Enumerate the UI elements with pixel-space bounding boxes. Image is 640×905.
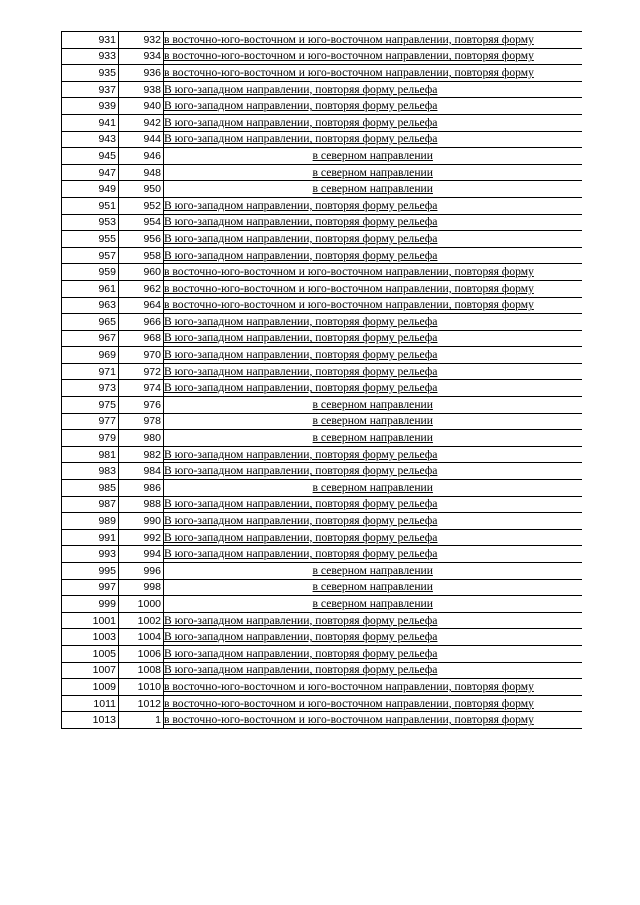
point-from-cell: 991 — [62, 529, 119, 546]
direction-description-cell: в северном направлении — [164, 148, 582, 165]
point-to-cell: 996 — [119, 563, 164, 580]
table-row — [62, 397, 582, 414]
point-to-cell: 962 — [119, 280, 164, 297]
direction-description-cell: В юго-западном направлении, повторяя форму рельефа — [164, 197, 582, 214]
point-to-cell: 1008 — [119, 662, 164, 679]
direction-description-cell: в северном направлении — [164, 579, 582, 596]
point-from-cell: 949 — [62, 181, 119, 198]
point-from-cell: 1011 — [62, 695, 119, 712]
point-from-cell: 941 — [62, 114, 119, 131]
direction-description-cell: В юго-западном направлении, повторяя форму рельефа — [164, 513, 582, 530]
table-row — [62, 48, 582, 65]
direction-description-cell: В юго-западном направлении, повторяя форму рельефа — [164, 546, 582, 563]
direction-description-cell: В юго-западном направлении, повторяя форму рельефа — [164, 231, 582, 248]
point-to-cell: 972 — [119, 363, 164, 380]
point-to-cell: 1010 — [119, 679, 164, 696]
table-row — [62, 164, 582, 181]
direction-description-cell: в северном направлении — [164, 413, 582, 430]
point-to-cell: 1 — [119, 712, 164, 729]
direction-description-cell: В юго-западном направлении, повторяя форму рельефа — [164, 363, 582, 380]
direction-description-cell: В юго-западном направлении, повторяя форму рельефа — [164, 496, 582, 513]
point-to-cell: 976 — [119, 397, 164, 414]
point-to-cell: 968 — [119, 330, 164, 347]
point-from-cell: 979 — [62, 430, 119, 447]
point-from-cell: 951 — [62, 197, 119, 214]
direction-description-cell: В юго-западном направлении, повторяя форму рельефа — [164, 629, 582, 646]
table-row — [62, 679, 582, 696]
direction-description-cell: В юго-западном направлении, повторяя форму рельефа — [164, 114, 582, 131]
point-to-cell: 952 — [119, 197, 164, 214]
point-from-cell: 985 — [62, 480, 119, 497]
point-to-cell: 994 — [119, 546, 164, 563]
point-to-cell: 938 — [119, 81, 164, 98]
point-to-cell: 998 — [119, 579, 164, 596]
point-to-cell: 986 — [119, 480, 164, 497]
direction-description-cell: В юго-западном направлении, повторяя форму рельефа — [164, 446, 582, 463]
point-from-cell: 1009 — [62, 679, 119, 696]
point-from-cell: 1007 — [62, 662, 119, 679]
point-to-cell: 936 — [119, 65, 164, 82]
table-row — [62, 297, 582, 314]
direction-description-cell: в восточно-юго-восточном и юго-восточном направлении, повторяя форму — [164, 297, 582, 314]
table-row — [62, 446, 582, 463]
point-to-cell: 1004 — [119, 629, 164, 646]
table-row — [62, 197, 582, 214]
point-to-cell: 934 — [119, 48, 164, 65]
point-from-cell: 947 — [62, 164, 119, 181]
table-row — [62, 81, 582, 98]
point-to-cell: 978 — [119, 413, 164, 430]
table-row — [62, 280, 582, 297]
direction-description-cell: в восточно-юго-восточном и юго-восточном направлении, повторяя форму — [164, 280, 582, 297]
direction-description-cell: В юго-западном направлении, повторяя форму рельефа — [164, 380, 582, 397]
point-from-cell: 965 — [62, 314, 119, 331]
direction-description-cell: В юго-западном направлении, повторяя форму рельефа — [164, 98, 582, 115]
point-to-cell: 954 — [119, 214, 164, 231]
point-from-cell: 935 — [62, 65, 119, 82]
point-from-cell: 943 — [62, 131, 119, 148]
table-row — [62, 264, 582, 281]
direction-description-cell: В юго-западном направлении, повторяя форму рельефа — [164, 330, 582, 347]
point-from-cell: 997 — [62, 579, 119, 596]
point-from-cell: 1013 — [62, 712, 119, 729]
table-row — [62, 463, 582, 480]
point-from-cell: 987 — [62, 496, 119, 513]
table-row — [62, 247, 582, 264]
direction-description-cell: в северном направлении — [164, 596, 582, 613]
direction-description-cell: в северном направлении — [164, 430, 582, 447]
table-row — [62, 480, 582, 497]
point-to-cell: 1012 — [119, 695, 164, 712]
table-row — [62, 529, 582, 546]
direction-description-cell: В юго-западном направлении, повторяя форму рельефа — [164, 529, 582, 546]
table-row — [62, 98, 582, 115]
point-to-cell: 940 — [119, 98, 164, 115]
boundary-description-table — [61, 31, 582, 729]
point-from-cell: 953 — [62, 214, 119, 231]
table-row — [62, 546, 582, 563]
point-to-cell: 950 — [119, 181, 164, 198]
table-row — [62, 131, 582, 148]
point-to-cell: 1006 — [119, 645, 164, 662]
table-row — [62, 645, 582, 662]
direction-description-cell: в северном направлении — [164, 563, 582, 580]
point-from-cell: 933 — [62, 48, 119, 65]
point-to-cell: 942 — [119, 114, 164, 131]
point-to-cell: 946 — [119, 148, 164, 165]
table-row — [62, 65, 582, 82]
point-from-cell: 963 — [62, 297, 119, 314]
point-to-cell: 974 — [119, 380, 164, 397]
point-to-cell: 980 — [119, 430, 164, 447]
point-to-cell: 988 — [119, 496, 164, 513]
point-from-cell: 1003 — [62, 629, 119, 646]
point-to-cell: 964 — [119, 297, 164, 314]
point-to-cell: 990 — [119, 513, 164, 530]
table-row — [62, 363, 582, 380]
point-from-cell: 973 — [62, 380, 119, 397]
point-to-cell: 1002 — [119, 612, 164, 629]
point-from-cell: 955 — [62, 231, 119, 248]
direction-description-cell: в северном направлении — [164, 164, 582, 181]
table-row — [62, 148, 582, 165]
point-to-cell: 956 — [119, 231, 164, 248]
point-from-cell: 995 — [62, 563, 119, 580]
direction-description-cell: в северном направлении — [164, 181, 582, 198]
table-row — [62, 712, 582, 729]
point-to-cell: 948 — [119, 164, 164, 181]
point-to-cell: 960 — [119, 264, 164, 281]
point-from-cell: 971 — [62, 363, 119, 380]
direction-description-cell: В юго-западном направлении, повторяя форму рельефа — [164, 131, 582, 148]
table-body — [62, 32, 582, 729]
table-row — [62, 563, 582, 580]
table-row — [62, 596, 582, 613]
point-to-cell: 970 — [119, 347, 164, 364]
point-to-cell: 1000 — [119, 596, 164, 613]
direction-description-cell: В юго-западном направлении, повторяя форму рельефа — [164, 314, 582, 331]
direction-description-cell: в восточно-юго-восточном и юго-восточном направлении, повторяя форму — [164, 65, 582, 82]
direction-description-cell: в северном направлении — [164, 480, 582, 497]
direction-description-cell: В юго-западном направлении, повторяя форму рельефа — [164, 214, 582, 231]
direction-description-cell: в восточно-юго-восточном и юго-восточном направлении, повторяя форму — [164, 48, 582, 65]
table-row — [62, 214, 582, 231]
direction-description-cell: В юго-западном направлении, повторяя форму рельефа — [164, 612, 582, 629]
point-to-cell: 958 — [119, 247, 164, 264]
point-to-cell: 992 — [119, 529, 164, 546]
direction-description-cell: В юго-западном направлении, повторяя форму рельефа — [164, 662, 582, 679]
table-row — [62, 513, 582, 530]
boundary-description-table-container — [61, 31, 582, 729]
direction-description-cell: В юго-западном направлении, повторяя форму рельефа — [164, 247, 582, 264]
direction-description-cell: В юго-западном направлении, повторяя форму рельефа — [164, 81, 582, 98]
table-row — [62, 231, 582, 248]
table-row — [62, 430, 582, 447]
point-from-cell: 939 — [62, 98, 119, 115]
direction-description-cell: в восточно-юго-восточном и юго-восточном направлении, повторяя форму — [164, 695, 582, 712]
point-from-cell: 957 — [62, 247, 119, 264]
direction-description-cell: в восточно-юго-восточном и юго-восточном направлении, повторяя форму — [164, 32, 582, 49]
point-from-cell: 1005 — [62, 645, 119, 662]
table-row — [62, 612, 582, 629]
table-row — [62, 314, 582, 331]
point-from-cell: 931 — [62, 32, 119, 49]
table-row — [62, 114, 582, 131]
point-from-cell: 989 — [62, 513, 119, 530]
table-row — [62, 413, 582, 430]
table-row — [62, 496, 582, 513]
point-to-cell: 982 — [119, 446, 164, 463]
point-to-cell: 984 — [119, 463, 164, 480]
direction-description-cell: в восточно-юго-восточном и юго-восточном направлении, повторяя форму — [164, 264, 582, 281]
direction-description-cell: в восточно-юго-восточном и юго-восточном направлении, повторяя форму — [164, 712, 582, 729]
table-row — [62, 181, 582, 198]
point-from-cell: 975 — [62, 397, 119, 414]
point-to-cell: 966 — [119, 314, 164, 331]
table-row — [62, 330, 582, 347]
point-from-cell: 1001 — [62, 612, 119, 629]
point-from-cell: 977 — [62, 413, 119, 430]
table-row — [62, 380, 582, 397]
point-from-cell: 981 — [62, 446, 119, 463]
point-to-cell: 944 — [119, 131, 164, 148]
direction-description-cell: в северном направлении — [164, 397, 582, 414]
point-from-cell: 999 — [62, 596, 119, 613]
table-row — [62, 579, 582, 596]
point-from-cell: 937 — [62, 81, 119, 98]
table-row — [62, 347, 582, 364]
direction-description-cell: В юго-западном направлении, повторяя форму рельефа — [164, 463, 582, 480]
direction-description-cell: В юго-западном направлении, повторяя форму рельефа — [164, 645, 582, 662]
direction-description-cell: В юго-западном направлении, повторяя форму рельефа — [164, 347, 582, 364]
point-to-cell: 932 — [119, 32, 164, 49]
point-from-cell: 983 — [62, 463, 119, 480]
point-from-cell: 967 — [62, 330, 119, 347]
point-from-cell: 969 — [62, 347, 119, 364]
table-row — [62, 662, 582, 679]
table-row — [62, 629, 582, 646]
table-row — [62, 32, 582, 49]
point-from-cell: 945 — [62, 148, 119, 165]
table-row — [62, 695, 582, 712]
point-from-cell: 959 — [62, 264, 119, 281]
point-from-cell: 993 — [62, 546, 119, 563]
direction-description-cell: в восточно-юго-восточном и юго-восточном направлении, повторяя форму — [164, 679, 582, 696]
point-from-cell: 961 — [62, 280, 119, 297]
